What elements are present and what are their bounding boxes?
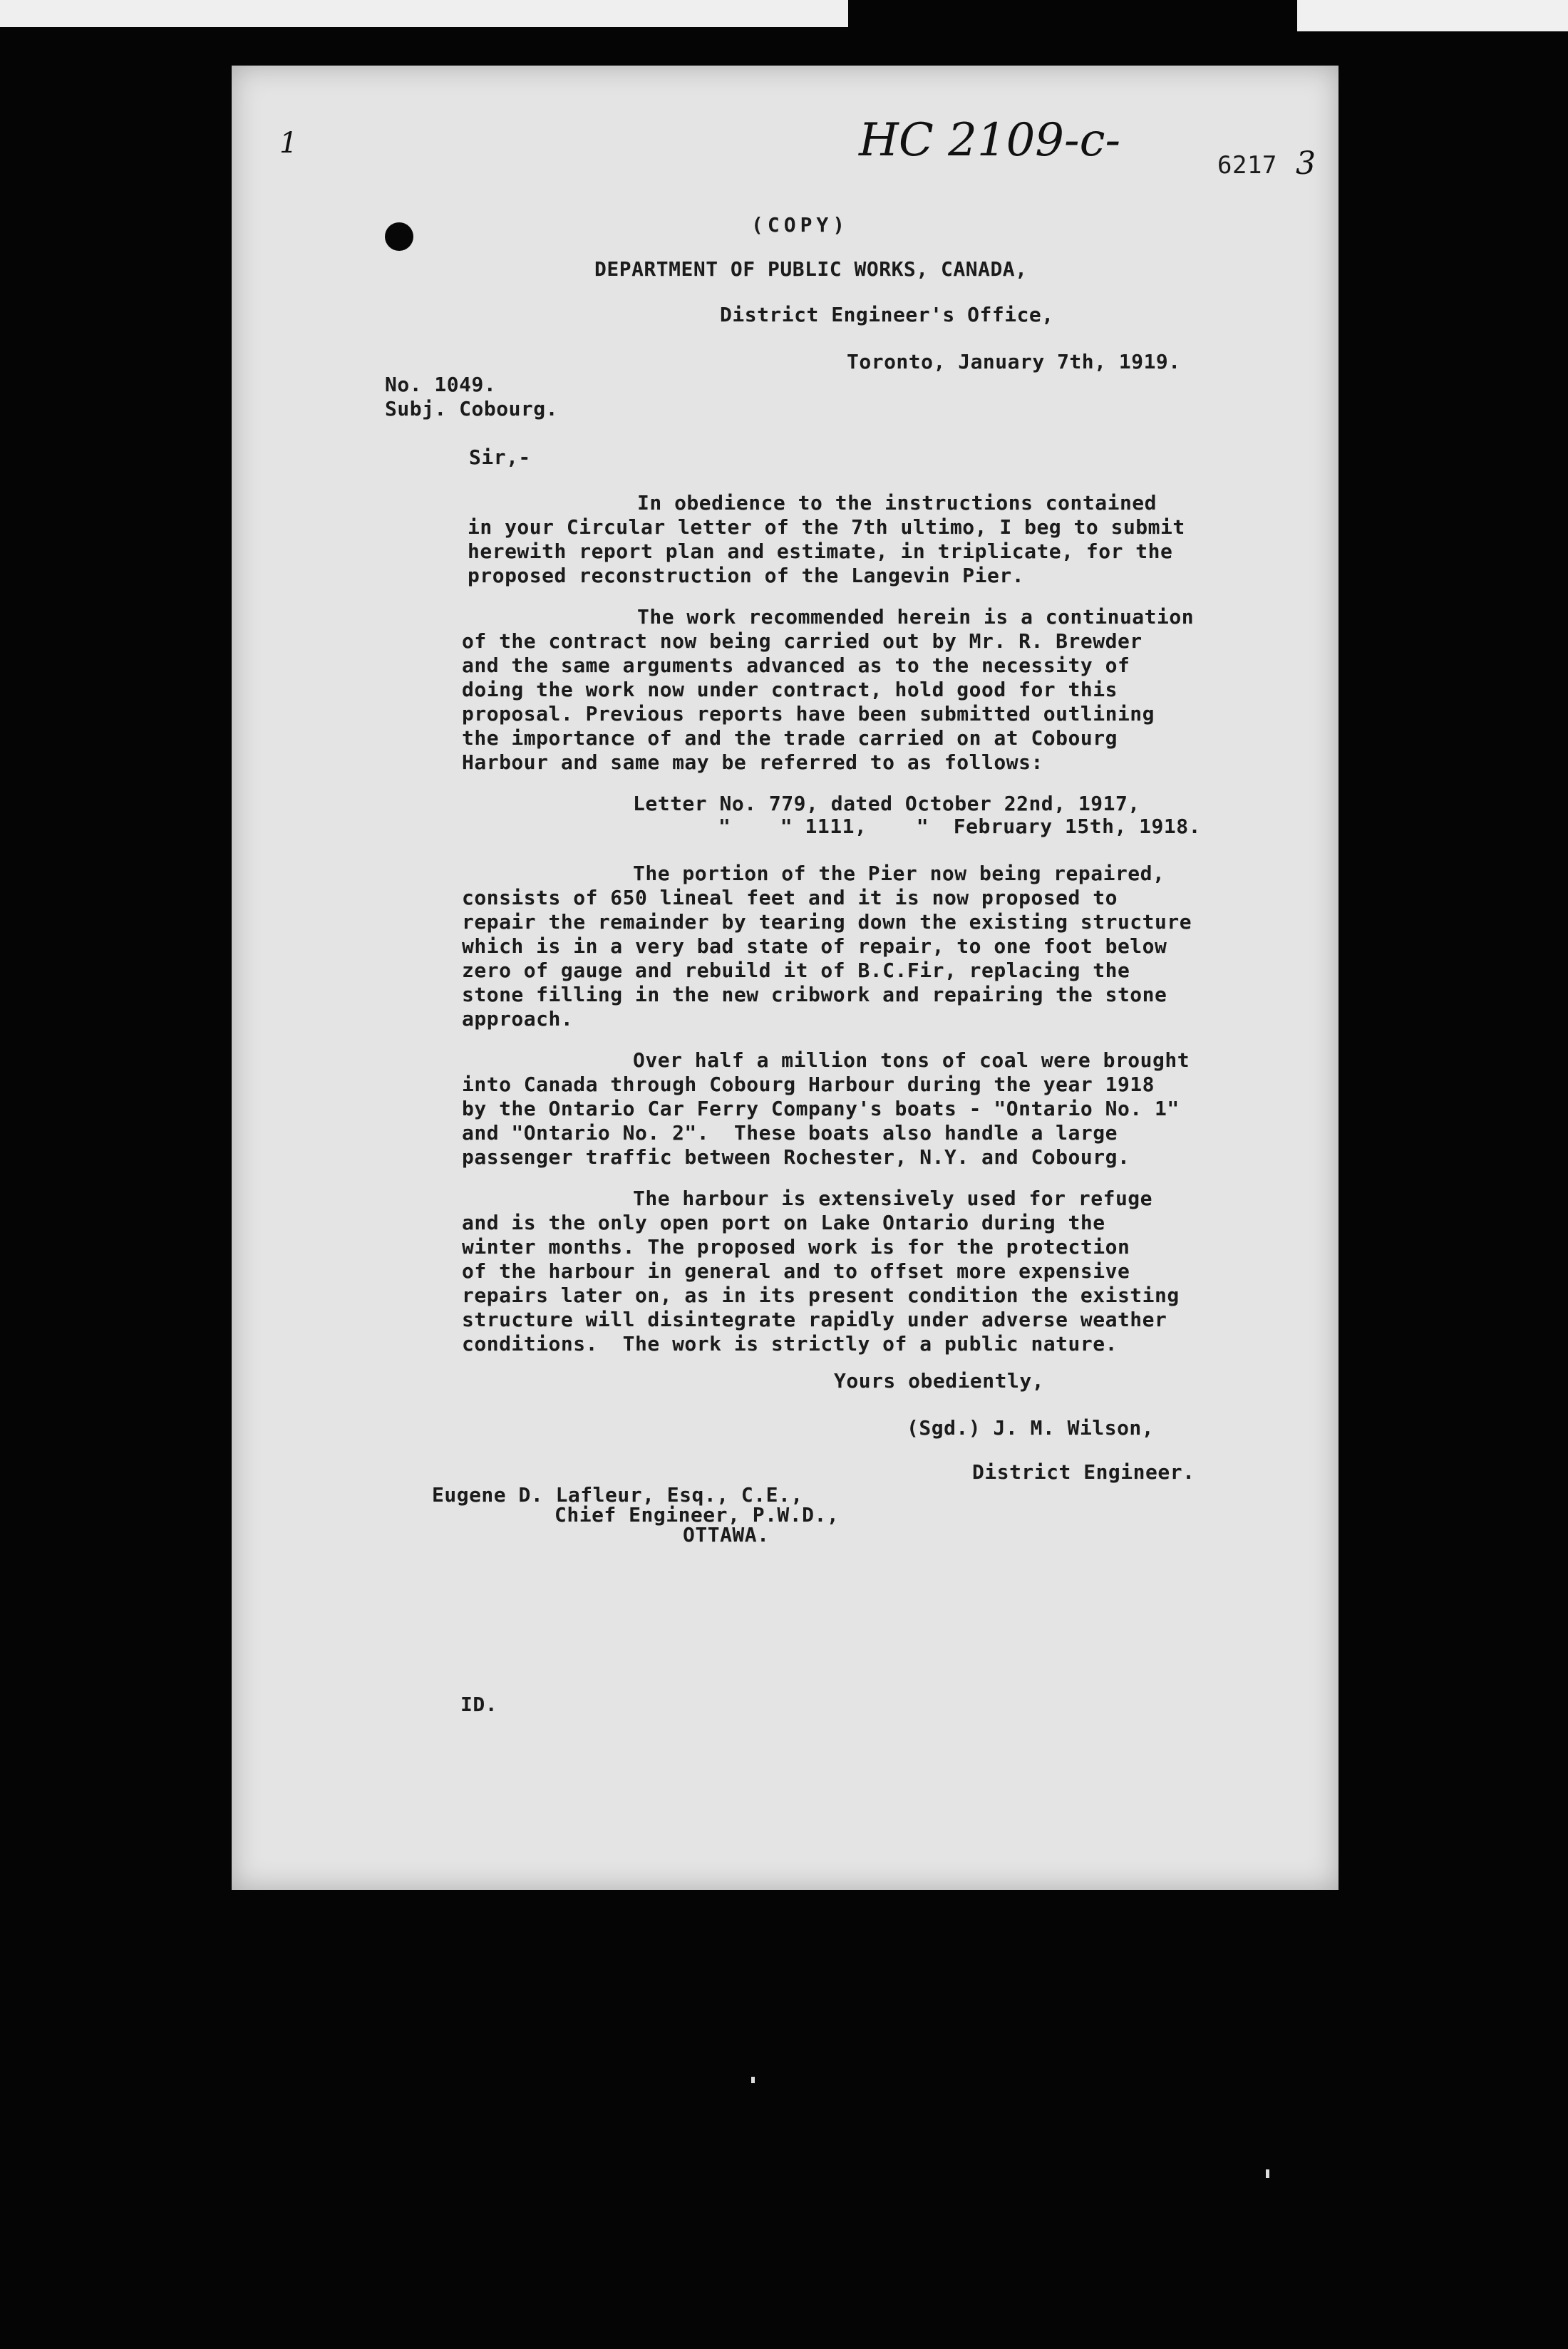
text-line: which is in a very bad state of repair, to one foot below: [462, 934, 1167, 958]
addressee-city: OTTAWA.: [683, 1523, 770, 1547]
text-line: and "Ontario No. 2". These boats also handle a large: [462, 1121, 1118, 1145]
valediction: Yours obediently,: [834, 1369, 1045, 1393]
reference-number: No. 1049.: [385, 373, 497, 396]
text-line: structure will disintegrate rapidly under adverse weather: [462, 1308, 1167, 1331]
film-speck: [1266, 2169, 1269, 2178]
text-line: repair the remainder by tearing down the existing structure: [462, 910, 1192, 934]
text-line: by the Ontario Car Ferry Company's boats - "Ontario No. 1": [462, 1097, 1180, 1120]
film-edge-top-left: [0, 0, 848, 27]
text-line: herewith report plan and estimate, in triplicate, for the: [468, 540, 1173, 563]
text-line: Letter No. 779, dated October 22nd, 1917,: [633, 792, 1140, 815]
punch-hole: [385, 222, 413, 251]
addressee-name: Eugene D. Lafleur, Esq., C.E.,: [432, 1483, 803, 1507]
place-date: Toronto, January 7th, 1919.: [847, 350, 1181, 373]
text-line: the importance of and the trade carried on at Cobourg: [462, 726, 1118, 750]
addressee-position: Chief Engineer, P.W.D.,: [555, 1503, 840, 1527]
text-line: in your Circular letter of the 7th ultimo, I beg to submit: [468, 515, 1185, 539]
signature: (Sgd.) J. M. Wilson,: [907, 1416, 1155, 1440]
text-line: and is the only open port on Lake Ontario during the: [462, 1211, 1105, 1234]
text-line: doing the work now under contract, hold good for this: [462, 678, 1118, 701]
text-line: In obedience to the instructions contained: [637, 491, 1157, 515]
text-line: zero of gauge and rebuild it of B.C.Fir, replacing the: [462, 959, 1130, 982]
film-speck: [751, 2077, 755, 2083]
text-line: of the harbour in general and to offset more expensive: [462, 1259, 1130, 1283]
copy-label: (COPY): [751, 213, 850, 237]
text-line: The harbour is extensively used for refuge: [633, 1187, 1153, 1210]
text-line: Over half a million tons of coal were brought: [633, 1048, 1190, 1072]
text-line: of the contract now being carried out by Mr. R. Brewder: [462, 629, 1143, 653]
page-number-suffix: 3: [1296, 145, 1316, 182]
text-line: Harbour and same may be referred to as follows:: [462, 750, 1043, 774]
text-line: approach.: [462, 1007, 574, 1031]
text-line: The portion of the Pier now being repaired,: [633, 862, 1165, 885]
text-line: The work recommended herein is a continuation: [637, 605, 1195, 629]
text-line: and the same arguments advanced as to the necessity of: [462, 654, 1130, 677]
office-line: District Engineer's Office,: [720, 303, 1054, 326]
margin-mark: 1: [279, 127, 298, 160]
subject-line: Subj. Cobourg.: [385, 397, 559, 420]
text-line: proposal. Previous reports have been submitted outlining: [462, 702, 1155, 726]
typist-initials: ID.: [460, 1693, 498, 1716]
text-line: into Canada through Cobourg Harbour during the year 1918: [462, 1073, 1155, 1096]
salutation: Sir,-: [469, 445, 531, 469]
department-heading: DEPARTMENT OF PUBLIC WORKS, CANADA,: [594, 257, 1028, 281]
text-line: repairs later on, as in its present condition the existing: [462, 1284, 1180, 1307]
handwritten-file-number: HC 2109-c-: [859, 114, 1121, 167]
film-edge-top-right: [1297, 0, 1568, 31]
text-line: stone filling in the new cribwork and repairing the stone: [462, 983, 1167, 1006]
text-line: consists of 650 lineal feet and it is now proposed to: [462, 886, 1118, 909]
text-line: winter months. The proposed work is for the protection: [462, 1235, 1130, 1259]
text-line: proposed reconstruction of the Langevin Pier.: [468, 564, 1025, 587]
text-line: passenger traffic between Rochester, N.Y. and Cobourg.: [462, 1145, 1130, 1169]
text-line: " " 1111, " February 15th, 1918.: [718, 815, 1201, 838]
text-line: conditions. The work is strictly of a public nature.: [462, 1332, 1118, 1356]
page-number: 6217: [1217, 151, 1277, 180]
signer-title: District Engineer.: [972, 1460, 1195, 1484]
